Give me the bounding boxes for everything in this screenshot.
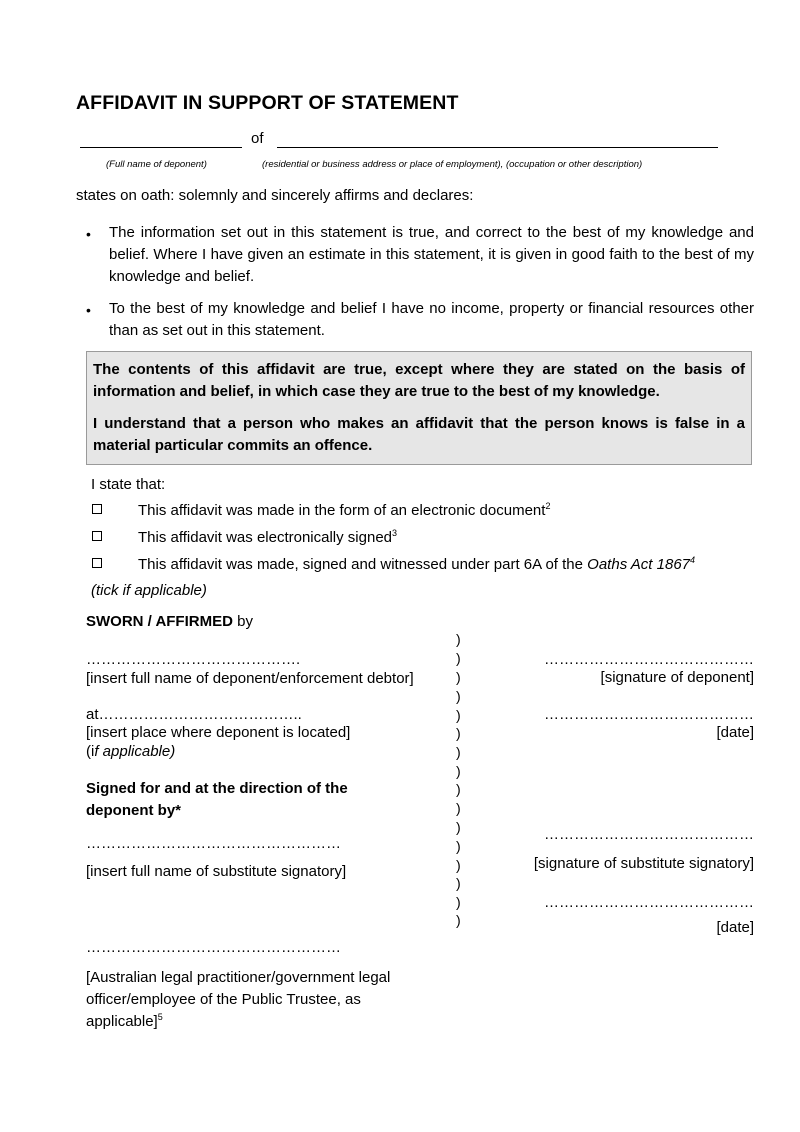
parenthesis: ) xyxy=(456,725,461,741)
caption-full-name: (Full name of deponent) xyxy=(106,159,207,170)
parenthesis: ) xyxy=(456,744,461,760)
parenthesis: ) xyxy=(456,857,461,873)
notice-paragraph-1: The contents of this affidavit are true, except where they are stated on the basis of information and belief, in which case they are true to the best of my knowledge. xyxy=(93,361,745,400)
parenthesis: ) xyxy=(456,800,461,816)
parenthesis: ) xyxy=(456,763,461,779)
state-that-label: I state that: xyxy=(91,476,166,493)
substitute-name-label: [insert full name of substitute signatory] xyxy=(86,863,347,880)
parenthesis: ) xyxy=(456,875,461,891)
deponent-address-field[interactable] xyxy=(277,147,718,148)
date-label-2: [date] xyxy=(716,919,754,936)
parenthesis: ) xyxy=(456,631,461,647)
oath-statement: states on oath: solemnly and sincerely affirms and declares: xyxy=(76,187,474,204)
parenthesis: ) xyxy=(456,912,461,928)
checkbox-label-electronic-document: This affidavit was made in the form of an electronic document$^2$ xyxy=(138,501,551,519)
practitioner-label: [Australian legal practitioner/government legal officer/employee of the Public Trustee, as applicable]$^5$ xyxy=(86,969,391,1030)
deponent-name-field[interactable] xyxy=(80,147,242,148)
substitute-name-dots[interactable]: …………………………………………… xyxy=(86,835,341,852)
deponent-name-label: [insert full name of deponent/enforcement debtor] xyxy=(86,670,414,687)
deponent-signature-dots[interactable]: …………………………………… xyxy=(544,651,754,668)
place-dots[interactable]: at………………………………….. xyxy=(86,706,302,723)
of-label: of xyxy=(251,130,264,147)
parenthesis: ) xyxy=(456,688,461,704)
sworn-heading: SWORN / AFFIRMED by xyxy=(86,613,253,630)
parenthesis: ) xyxy=(456,781,461,797)
signed-for-heading: Signed for and at the direction of the deponent by* xyxy=(86,780,348,819)
notice-box xyxy=(86,351,752,465)
substitute-signature-dots[interactable]: …………………………………… xyxy=(544,826,754,843)
if-applicable-note: (if applicable) xyxy=(86,743,176,760)
bullet-marker: • xyxy=(86,302,91,318)
document-title: AFFIDAVIT IN SUPPORT OF STATEMENT xyxy=(76,92,459,114)
practitioner-dots[interactable]: …………………………………………… xyxy=(86,939,341,956)
checkbox-electronically-signed[interactable] xyxy=(92,531,102,541)
date-label-1: [date] xyxy=(716,724,754,741)
parenthesis: ) xyxy=(456,838,461,854)
deponent-signature-label: [signature of deponent] xyxy=(600,669,754,686)
notice-paragraph-2: I understand that a person who makes an affidavit that the person knows is false in a material particular commits an offence. xyxy=(93,415,745,454)
deponent-name-dots[interactable]: ……………………………………. xyxy=(86,651,301,668)
parenthesis: ) xyxy=(456,650,461,666)
substitute-signature-label: [signature of substitute signatory] xyxy=(533,855,754,872)
date-dots-1[interactable]: …………………………………… xyxy=(544,706,754,723)
bullet-marker: • xyxy=(86,226,91,242)
date-dots-2[interactable]: …………………………………… xyxy=(544,894,754,911)
parenthesis: ) xyxy=(456,894,461,910)
checkbox-label-electronically-signed: This affidavit was electronically signed$^3$ xyxy=(138,528,398,546)
parenthesis: ) xyxy=(456,819,461,835)
tick-note: (tick if applicable) xyxy=(91,582,207,599)
place-label: [insert place where deponent is located] xyxy=(86,724,351,741)
parenthesis: ) xyxy=(456,669,461,685)
parenthesis: ) xyxy=(456,707,461,723)
checkbox-oaths-act[interactable] xyxy=(92,558,102,568)
bullet-item-2: To the best of my knowledge and belief I have no income, property or financial resources other than as set out in this statement. xyxy=(109,300,754,339)
bullet-item-1: The information set out in this statement is true, and correct to the best of my knowledge and belief. Where I have given an estimate in this statement, it is given in good faith to the best of my knowledge and belief. xyxy=(109,224,754,285)
caption-address: (residential or business address or place of employment), (occupation or other description) xyxy=(262,159,643,170)
checkbox-electronic-document[interactable] xyxy=(92,504,102,514)
checkbox-label-oaths-act: This affidavit was made, signed and witnessed under part 6A of the Oaths Act 1867$^4$ xyxy=(138,555,696,573)
